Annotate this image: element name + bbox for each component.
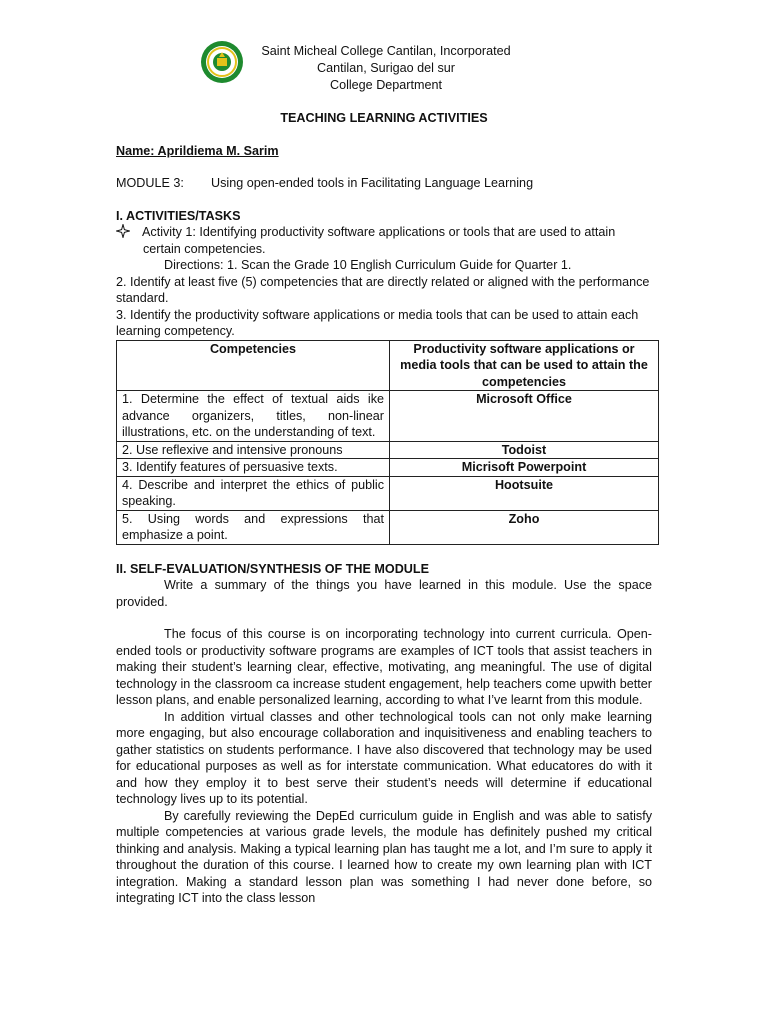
competency-cell: 3. Identify features of persuasive texts. xyxy=(117,459,390,477)
competencies-table xyxy=(116,340,659,545)
header-tools: Productivity software applications or media tools that can be used to attain the competencies xyxy=(390,340,659,391)
document-header xyxy=(116,40,652,96)
summary-paragraph: In addition virtual classes and other technological tools can not only make learning more engaging, but also encourage collaboration and inquisitiveness and enabling teachers to gather statistics on students performance. I have also discovered that technology may be used for educational purposes as well as for interstate communication. What educatores do with it and how they employ it to best serve their student’s needs will determine if educational technology lives up to its potential. xyxy=(116,709,652,806)
competency-cell: 1. Determine the effect of textual aids ike advance organizers, titles, non-linear illustrations, etc. on the understanding of text. xyxy=(117,391,390,442)
summary-instruction: Write a summary of the things you have learned in this module. Use the space provided. xyxy=(116,578,652,609)
table-header-row xyxy=(117,340,659,391)
document-title: TEACHING LEARNING ACTIVITIES xyxy=(280,111,488,125)
college-department: College Department xyxy=(329,77,442,92)
tool-cell: Zoho xyxy=(390,510,659,544)
table-row xyxy=(117,441,659,459)
table-row xyxy=(117,459,659,477)
activity-line xyxy=(116,224,652,241)
college-address: Cantilan, Surigao del sur xyxy=(317,60,455,75)
competency-cell: 4. Describe and interpret the ethics of public speaking. xyxy=(117,476,390,510)
table-row xyxy=(117,476,659,510)
directions-text: Directions: 1. Scan the Grade 10 English Curriculum Guide for Quarter 1. xyxy=(164,258,572,272)
activity-text: Activity 1: Identifying productivity software applications or tools that are used to attain xyxy=(142,225,616,239)
activity-text-continued: certain competencies. xyxy=(143,241,266,256)
four-point-star-icon xyxy=(116,224,142,241)
step-2-text: 2. Identify at least five (5) competencies that are directly related or aligned with the performance standard. xyxy=(116,274,650,305)
tool-cell: Micrisoft Powerpoint xyxy=(390,459,659,477)
competency-cell: 2. Use reflexive and intensive pronouns xyxy=(117,441,390,459)
tool-cell: Microsoft Office xyxy=(390,391,659,442)
college-name: Saint Micheal College Cantilan, Incorporated xyxy=(261,44,511,58)
student-name: Name: Aprildiema M. Sarim xyxy=(116,143,279,158)
tool-cell: Todoist xyxy=(390,441,659,459)
section-heading-activities: I. ACTIVITIES/TASKS xyxy=(116,208,241,223)
table-row xyxy=(117,391,659,442)
module-label: MODULE 3: xyxy=(116,176,184,190)
module-line xyxy=(116,175,652,192)
tool-cell: Hootsuite xyxy=(390,476,659,510)
summary-paragraph: The focus of this course is on incorporating technology into current curricula. Open-ended tools or productivity software programs are examples of ICT tools that assist teachers in making their student’s learning clear, effective, motivating, ang meaningful. The use of digital technology in the classroom ca increase student engagement, help teachers come upwith better lesson plans, and enable personalized learning, according to what I’ve learnt from this module. xyxy=(116,627,652,707)
step-3-text: 3. Identify the productivity software applications or media tools that can be used to attain each learning competency. xyxy=(116,307,639,338)
table-row xyxy=(117,510,659,544)
header-competencies: Competencies xyxy=(117,340,390,391)
section-heading-self-evaluation: II. SELF-EVALUATION/SYNTHESIS OF THE MODULE xyxy=(116,561,429,576)
module-title: Using open-ended tools in Facilitating Language Learning xyxy=(211,176,534,190)
competency-cell: 5. Using words and expressions that emphasize a point. xyxy=(117,510,390,544)
document-page xyxy=(116,40,652,907)
summary-paragraph: By carefully reviewing the DepEd curriculum guide in English and was able to satisfy multiple competencies at various grade levels, the module has definitely pushed my critical thinking and analysis. Making a typical learning plan has taught me a lot, and I’m sure to apply it throughout the duration of this course. I learned how to create my own learning plan with ICT integration. Making a standard lesson plan was something I had never done before, so integrating ICT into the class lesson xyxy=(116,808,652,905)
